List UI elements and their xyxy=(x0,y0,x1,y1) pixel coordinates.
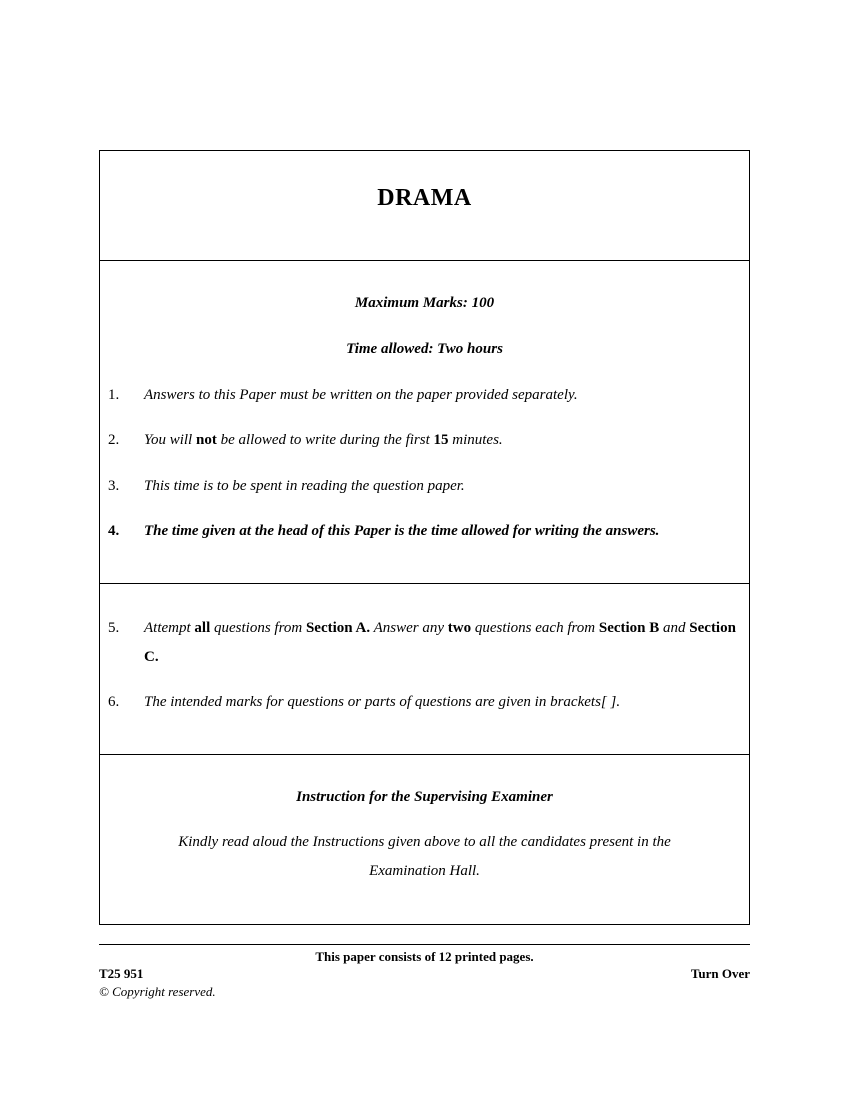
instruction-2 xyxy=(108,426,745,455)
instruction-number: 6. xyxy=(108,694,120,710)
copyright-notice: © Copyright reserved. xyxy=(99,984,216,999)
supervisor-heading: Instruction for the Supervising Examiner xyxy=(296,789,553,805)
instruction-text: You will not be allowed to write during the first 15 minutes. xyxy=(144,432,503,448)
instruction-number: 5. xyxy=(108,620,120,636)
instruction-text: This time is to be spent in reading the question paper. xyxy=(144,478,465,494)
general-instructions-section xyxy=(100,261,749,584)
instruction-number: 4. xyxy=(108,523,120,539)
instructions-box xyxy=(99,150,750,925)
instruction-1 xyxy=(108,381,745,410)
instruction-text: Attempt all questions from Section A. Answer any two questions each from Section B and Section C. xyxy=(144,620,736,665)
instruction-6 xyxy=(108,688,745,717)
instruction-5 xyxy=(108,614,745,672)
paper-code: T25 951 xyxy=(99,966,144,981)
time-allowed: Time allowed: Two hours xyxy=(346,341,503,357)
instruction-number: 2. xyxy=(108,432,120,448)
supervisor-section xyxy=(100,755,749,924)
instruction-number: 3. xyxy=(108,478,120,494)
instruction-3 xyxy=(108,472,745,501)
instruction-text: The intended marks for questions or parts of questions are given in brackets[ ]. xyxy=(144,694,621,710)
supervisor-text: Kindly read aloud the Instructions given above to all the candidates present in the Examination Hall. xyxy=(178,834,671,879)
maximum-marks: Maximum Marks: 100 xyxy=(354,295,495,311)
instruction-text: The time given at the head of this Paper is the time allowed for writing the answers. xyxy=(144,523,660,539)
instruction-number: 1. xyxy=(108,387,120,403)
paper-title: DRAMA xyxy=(377,185,472,211)
section-instructions xyxy=(100,584,749,755)
title-section xyxy=(100,151,749,261)
instruction-4 xyxy=(108,517,745,546)
footer-divider xyxy=(99,944,750,945)
page-count: This paper consists of 12 printed pages. xyxy=(315,949,534,964)
instruction-text: Answers to this Paper must be written on the paper provided separately. xyxy=(144,387,578,403)
turn-over-label: Turn Over xyxy=(690,966,750,981)
